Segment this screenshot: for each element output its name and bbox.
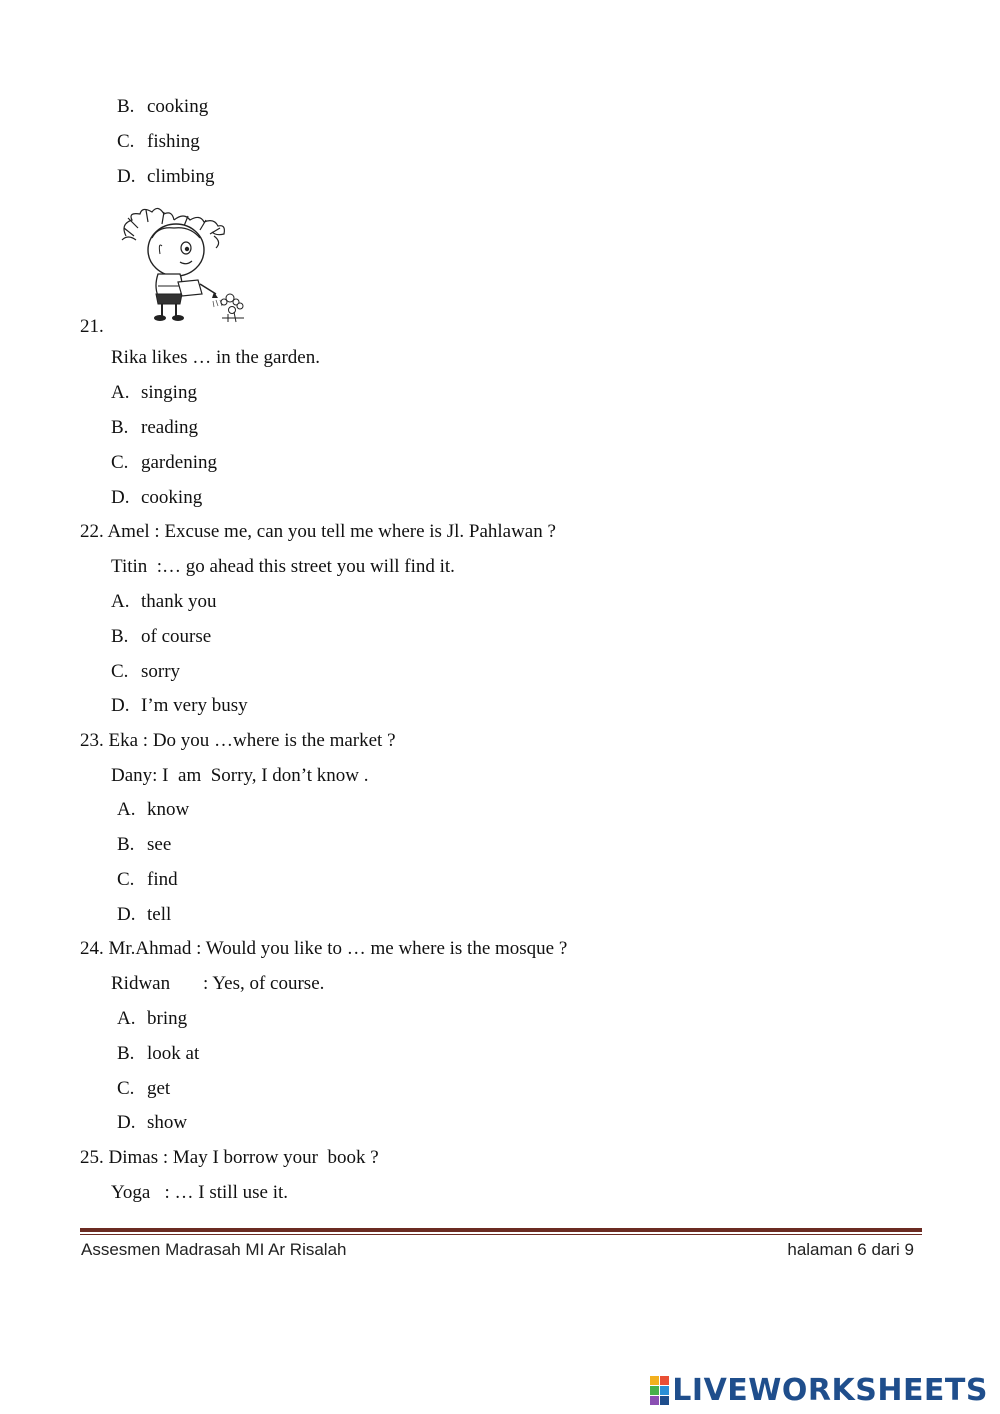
- q22-option-c: C. sorry: [111, 661, 181, 682]
- footer-divider-thick: [80, 1228, 922, 1232]
- q24-question: 24. Mr.Ahmad : Would you like to … me where is the mosque ?: [80, 938, 568, 959]
- q21-question: Rika likes … in the garden.: [111, 347, 320, 368]
- footer-school-name: Assesmen Madrasah MI Ar Risalah: [81, 1240, 347, 1259]
- q20-option-d: D. climbing: [117, 166, 215, 187]
- q25-question: 25. Dimas : May I borrow your book ?: [80, 1147, 379, 1168]
- q24-option-b: B. look at: [117, 1043, 200, 1064]
- footer-page-number: halaman 6 dari 9: [787, 1240, 914, 1259]
- q20-option-c: C. fishing: [117, 131, 200, 152]
- q21-option-c: C. gardening: [111, 452, 217, 473]
- q23-question: 23. Eka : Do you …where is the market ?: [80, 730, 396, 751]
- q24-response-text: : Yes, of course.: [203, 973, 325, 994]
- q23-response: Dany: I am Sorry, I don’t know .: [111, 765, 369, 786]
- q22-option-b: B. of course: [111, 626, 212, 647]
- q25-response: Yoga : … I still use it.: [111, 1182, 289, 1203]
- q23-option-d: D. tell: [117, 904, 172, 925]
- q23-option-b: B. see: [117, 834, 172, 855]
- q24-option-a: A. bring: [117, 1008, 188, 1029]
- q21-number: 21.: [80, 316, 104, 337]
- q22-option-a: A. thank you: [111, 591, 217, 612]
- q24-option-c: C. get: [117, 1078, 171, 1099]
- q21-option-b: B. reading: [111, 417, 198, 438]
- liveworksheets-mark-icon: [650, 1376, 669, 1405]
- q24-response-name: Ridwan: [111, 973, 171, 994]
- liveworksheets-logo: [650, 1370, 988, 1410]
- q23-option-c: C. find: [117, 869, 178, 890]
- q22-response: Titin :… go ahead this street you will find it.: [111, 556, 455, 577]
- q22-option-d: D. I’m very busy: [111, 695, 248, 716]
- q22-question: 22. Amel : Excuse me, can you tell me where is Jl. Pahlawan ?: [80, 521, 556, 542]
- girl-watering-flowers-illustration: [118, 206, 248, 324]
- q23-option-a: A. know: [117, 799, 190, 820]
- footer-divider-thin: [80, 1234, 922, 1235]
- q20-option-b: B. cooking: [117, 96, 209, 117]
- q21-option-d: D. cooking: [111, 487, 203, 508]
- q21-option-a: A. singing: [111, 382, 197, 403]
- liveworksheets-wordmark: LIVEWORKSHEETS: [672, 1372, 988, 1408]
- q24-option-d: D. show: [117, 1112, 188, 1133]
